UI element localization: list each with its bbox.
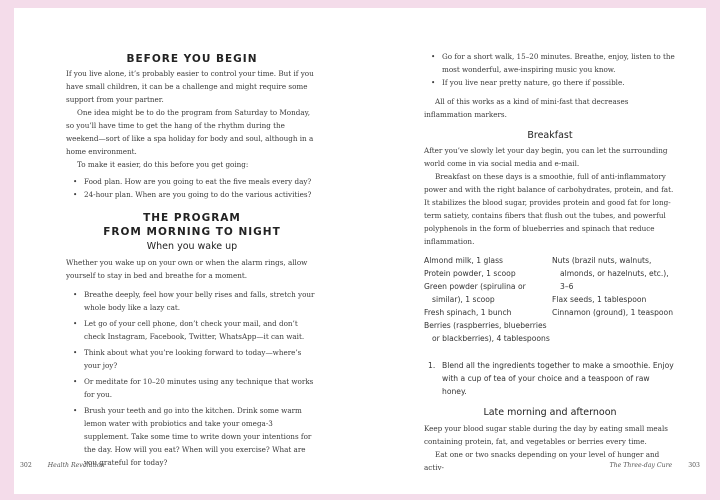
paragraph: After you’ve slowly let your day begin, you can let the surrounding world come in via social media and e-mail. [424,146,668,168]
footer-left [20,462,105,469]
subheading-wake-up: When you wake up [146,241,238,252]
steps-list [424,359,676,398]
ingredients-column-1 [424,254,552,345]
page-number: 303 [688,462,700,469]
paragraph: Breakfast on these days is a smoothie, full of anti-inflammatory power and with the right balance of carbohydrates, protein, and fat. It stabilizes the blood sugar, provides protein and good fat for long-term satiety, contains fibers that flush out the tubes, and powerful polyphenols in the form of blueberries and spinach that reduce inflammation. [424,172,674,246]
subheading-breakfast: Breakfast [527,130,573,141]
list-item: • Breathe deeply, feel how your belly rises and falls, stretch your whole body like a lazy cat. [66,288,318,314]
left-text-column [66,52,318,469]
section-heading-program-line1: THE PROGRAM [143,212,241,224]
ingredient-item: Cinnamon (ground), 1 teaspoon [552,308,674,317]
ingredient-item: Berries (raspberries, blueberries or blackberries), 4 tablespoons [424,321,550,343]
list-item: • If you live near pretty nature, go there if possible. [424,76,676,89]
footer-right [610,462,700,469]
step-number: 1. [428,361,436,370]
list-item: • Think about what you’re looking forward to today—where’s your joy? [66,346,318,372]
step-text: Blend all the ingredients together to make a smoothie. Enjoy with a cup of tea of your choice and a teaspoon of raw honey. [442,361,674,396]
bullet-list [66,288,318,469]
list-item: • 24-hour plan. When are you going to do the various activities? [66,188,318,201]
list-item: • Let go of your cell phone, don’t check your mail, and don’t check Instagram, Facebook, Twitter, WhatsApp—it can wait. [66,317,318,343]
running-title: Health Revolution [47,462,105,469]
list-item: • Or meditate for 10–20 minutes using any technique that works for you. [66,375,318,401]
paragraph: Eat one or two snacks depending on your level of hunger and activ- [424,450,660,472]
book-spread [14,8,706,494]
running-title: The Three-day Cure [609,462,673,469]
bullet-list [424,50,676,89]
right-text-column [424,50,676,474]
ingredient-item: Almond milk, 1 glass [424,256,503,265]
section-heading-program-line2: FROM MORNING TO NIGHT [103,226,281,238]
page-number: 302 [20,462,32,469]
ingredient-item: Green powder (spirulina or similar), 1 scoop [424,282,526,304]
section-heading-before-you-begin: BEFORE YOU BEGIN [126,53,258,65]
ingredient-item: Flax seeds, 1 tablespoon [552,295,647,304]
left-page [14,8,360,494]
ingredient-item: Protein powder, 1 scoop [424,269,516,278]
ingredients-column-2 [552,254,676,345]
list-item: • Brush your teeth and go into the kitchen. Drink some warm lemon water with probiotics and take your omega-3 supplement. Take some time to write down your intentions for the day. How will you eat? When will you exercise? What are you grateful for today? [66,404,318,469]
list-item: • Food plan. How are you going to eat the five meals every day? [66,175,318,188]
paragraph: One idea might be to do the program from Saturday to Monday, so you’ll have time to get the hang of the rhythm during the weekend—sort of like a spa holiday for body and soul, although in a home environment. [66,108,314,156]
paragraph: Keep your blood sugar stable during the day by eating small meals containing protein, fat, and vegetables or berries every time. [424,424,668,446]
subheading-late-morning: Late morning and afternoon [483,407,617,418]
ingredient-item: Fresh spinach, 1 bunch [424,308,512,317]
bullet-list [66,175,318,201]
paragraph: If you live alone, it’s probably easier to control your time. But if you have small children, it can be a challenge and might require some support from your partner. [66,69,314,104]
paragraph: Whether you wake up on your own or when the alarm rings, allow yourself to stay in bed and breathe for a moment. [66,258,308,280]
list-item: • Go for a short walk, 15–20 minutes. Breathe, enjoy, listen to the most wonderful, awe-inspiring music you know. [424,50,676,76]
ingredient-item: Nuts (brazil nuts, walnuts, almonds, or hazelnuts, etc.), 3–6 [552,256,669,291]
step-item [424,359,676,398]
paragraph: To make it easier, do this before you get going: [77,160,249,169]
paragraph: All of this works as a kind of mini-fast that decreases inflammation markers. [424,97,629,119]
right-page [360,8,706,494]
ingredients-list [424,254,676,345]
